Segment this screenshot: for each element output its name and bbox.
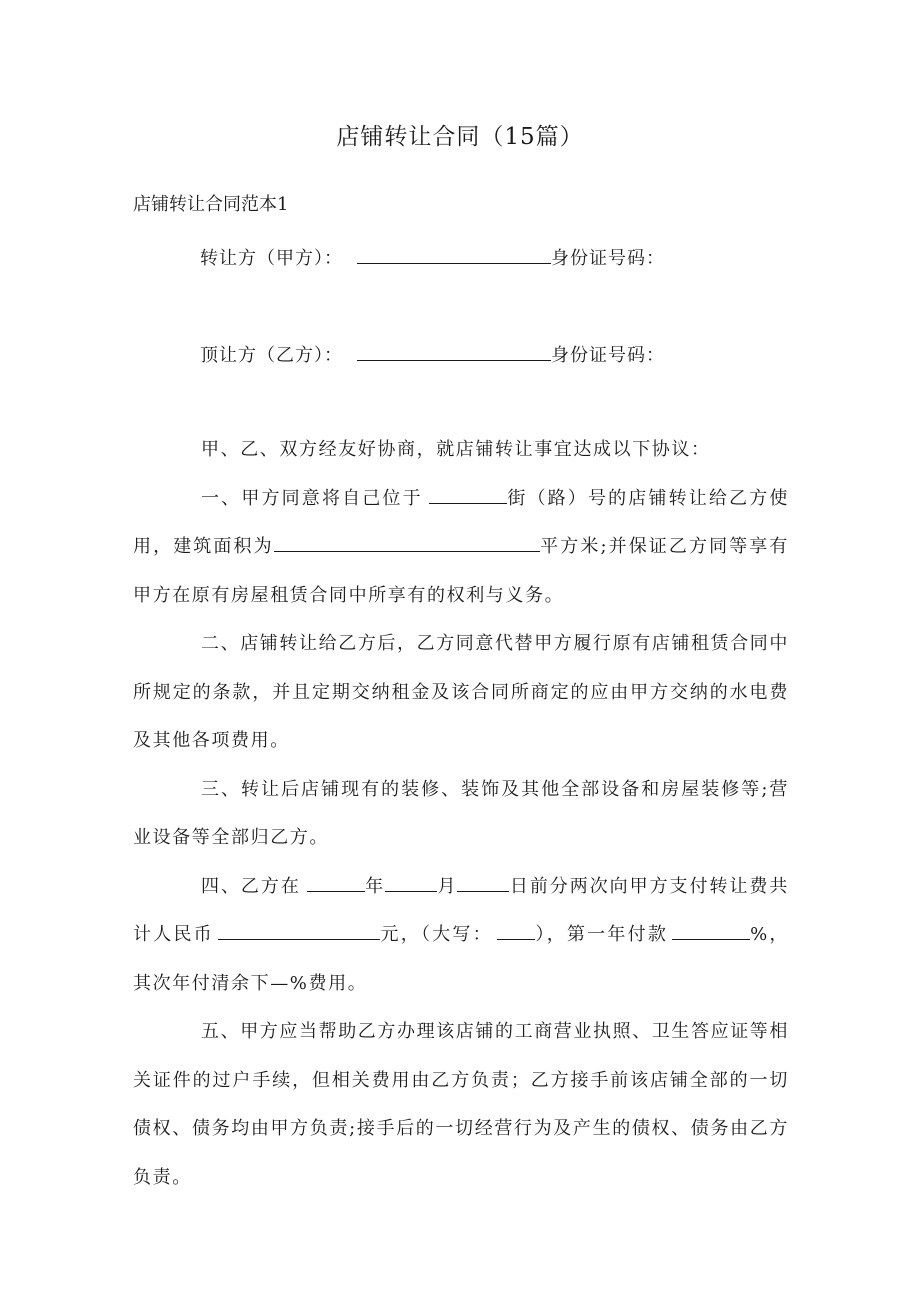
contract-body <box>133 426 789 1202</box>
party-a-name-blank <box>357 245 551 264</box>
document-subtitle: 店铺转让合同范本1 <box>133 194 289 215</box>
party-b-line <box>200 341 665 367</box>
intro-paragraph: 甲、乙、双方经友好协商，就店铺转让事宜达成以下协议： <box>201 439 711 460</box>
party-b-label: 顶让方（乙方）： <box>200 345 343 366</box>
street-blank <box>429 485 507 504</box>
clause-3: 三、转让后店铺现有的装修、装饰及其他全部设备和房屋装修等;营业设备等全部归乙方。 <box>133 778 789 848</box>
party-a-label: 转让方（甲方）： <box>200 248 343 269</box>
document-title: 店铺转让合同（15篇） <box>336 124 584 150</box>
clause-4 <box>133 863 789 1009</box>
clause-4-text-e: 元，（大写： <box>379 924 493 945</box>
day-blank <box>457 873 509 892</box>
clause-2: 二、店铺转让给乙方后，乙方同意代替甲方履行原有店铺租赁合同中所规定的条款，并且定期交纳租金及该合同所商定的应由甲方交纳的水电费及其他各项费用。 <box>133 633 789 751</box>
year-blank <box>307 873 365 892</box>
clause-1 <box>133 475 789 621</box>
clause-1-text-c: 平方米;并保证乙方同等享有甲方在原有房屋租赁合同中所享有的权利与义务。 <box>133 536 789 606</box>
clause-5: 五、甲方应当帮助乙方办理该店铺的工商营业执照、卫生答应证等相关证件的过户手续，但相关费用由乙方负责；乙方接手前该店铺全部的一切债权、债务均由甲方负责;接手后的一切经营行为及产生的债权、债务由乙方负责。 <box>133 1021 789 1188</box>
area-blank <box>274 533 540 552</box>
month-blank <box>385 873 437 892</box>
clause-4-text-g: %，其次年付清余下—%费用。 <box>133 924 789 994</box>
clause-1-text-b: 街（路）号的店铺转让给乙方使用，建筑面积为 <box>133 487 789 557</box>
clause-4-text-c: 月 <box>437 875 458 897</box>
clause-4-text-b: 年 <box>364 875 386 897</box>
clause-1-text-a: 一、甲方同意将自己位于 <box>201 487 423 509</box>
amount-blank <box>218 921 380 940</box>
party-a-id-label: 身份证号码： <box>551 248 665 269</box>
clause-4-text-f: ），第一年付款 <box>534 924 669 945</box>
party-b-name-blank <box>357 342 551 361</box>
party-b-id-label: 身份证号码： <box>551 345 665 366</box>
first-year-percent-blank <box>672 921 750 940</box>
clause-4-text-d: 日前分两次向甲方支付转让费共计人民币 <box>133 875 789 945</box>
party-a-line <box>200 244 665 270</box>
clause-4-text-a: 四、乙方在 <box>201 875 301 897</box>
amount-words-blank <box>497 921 535 940</box>
